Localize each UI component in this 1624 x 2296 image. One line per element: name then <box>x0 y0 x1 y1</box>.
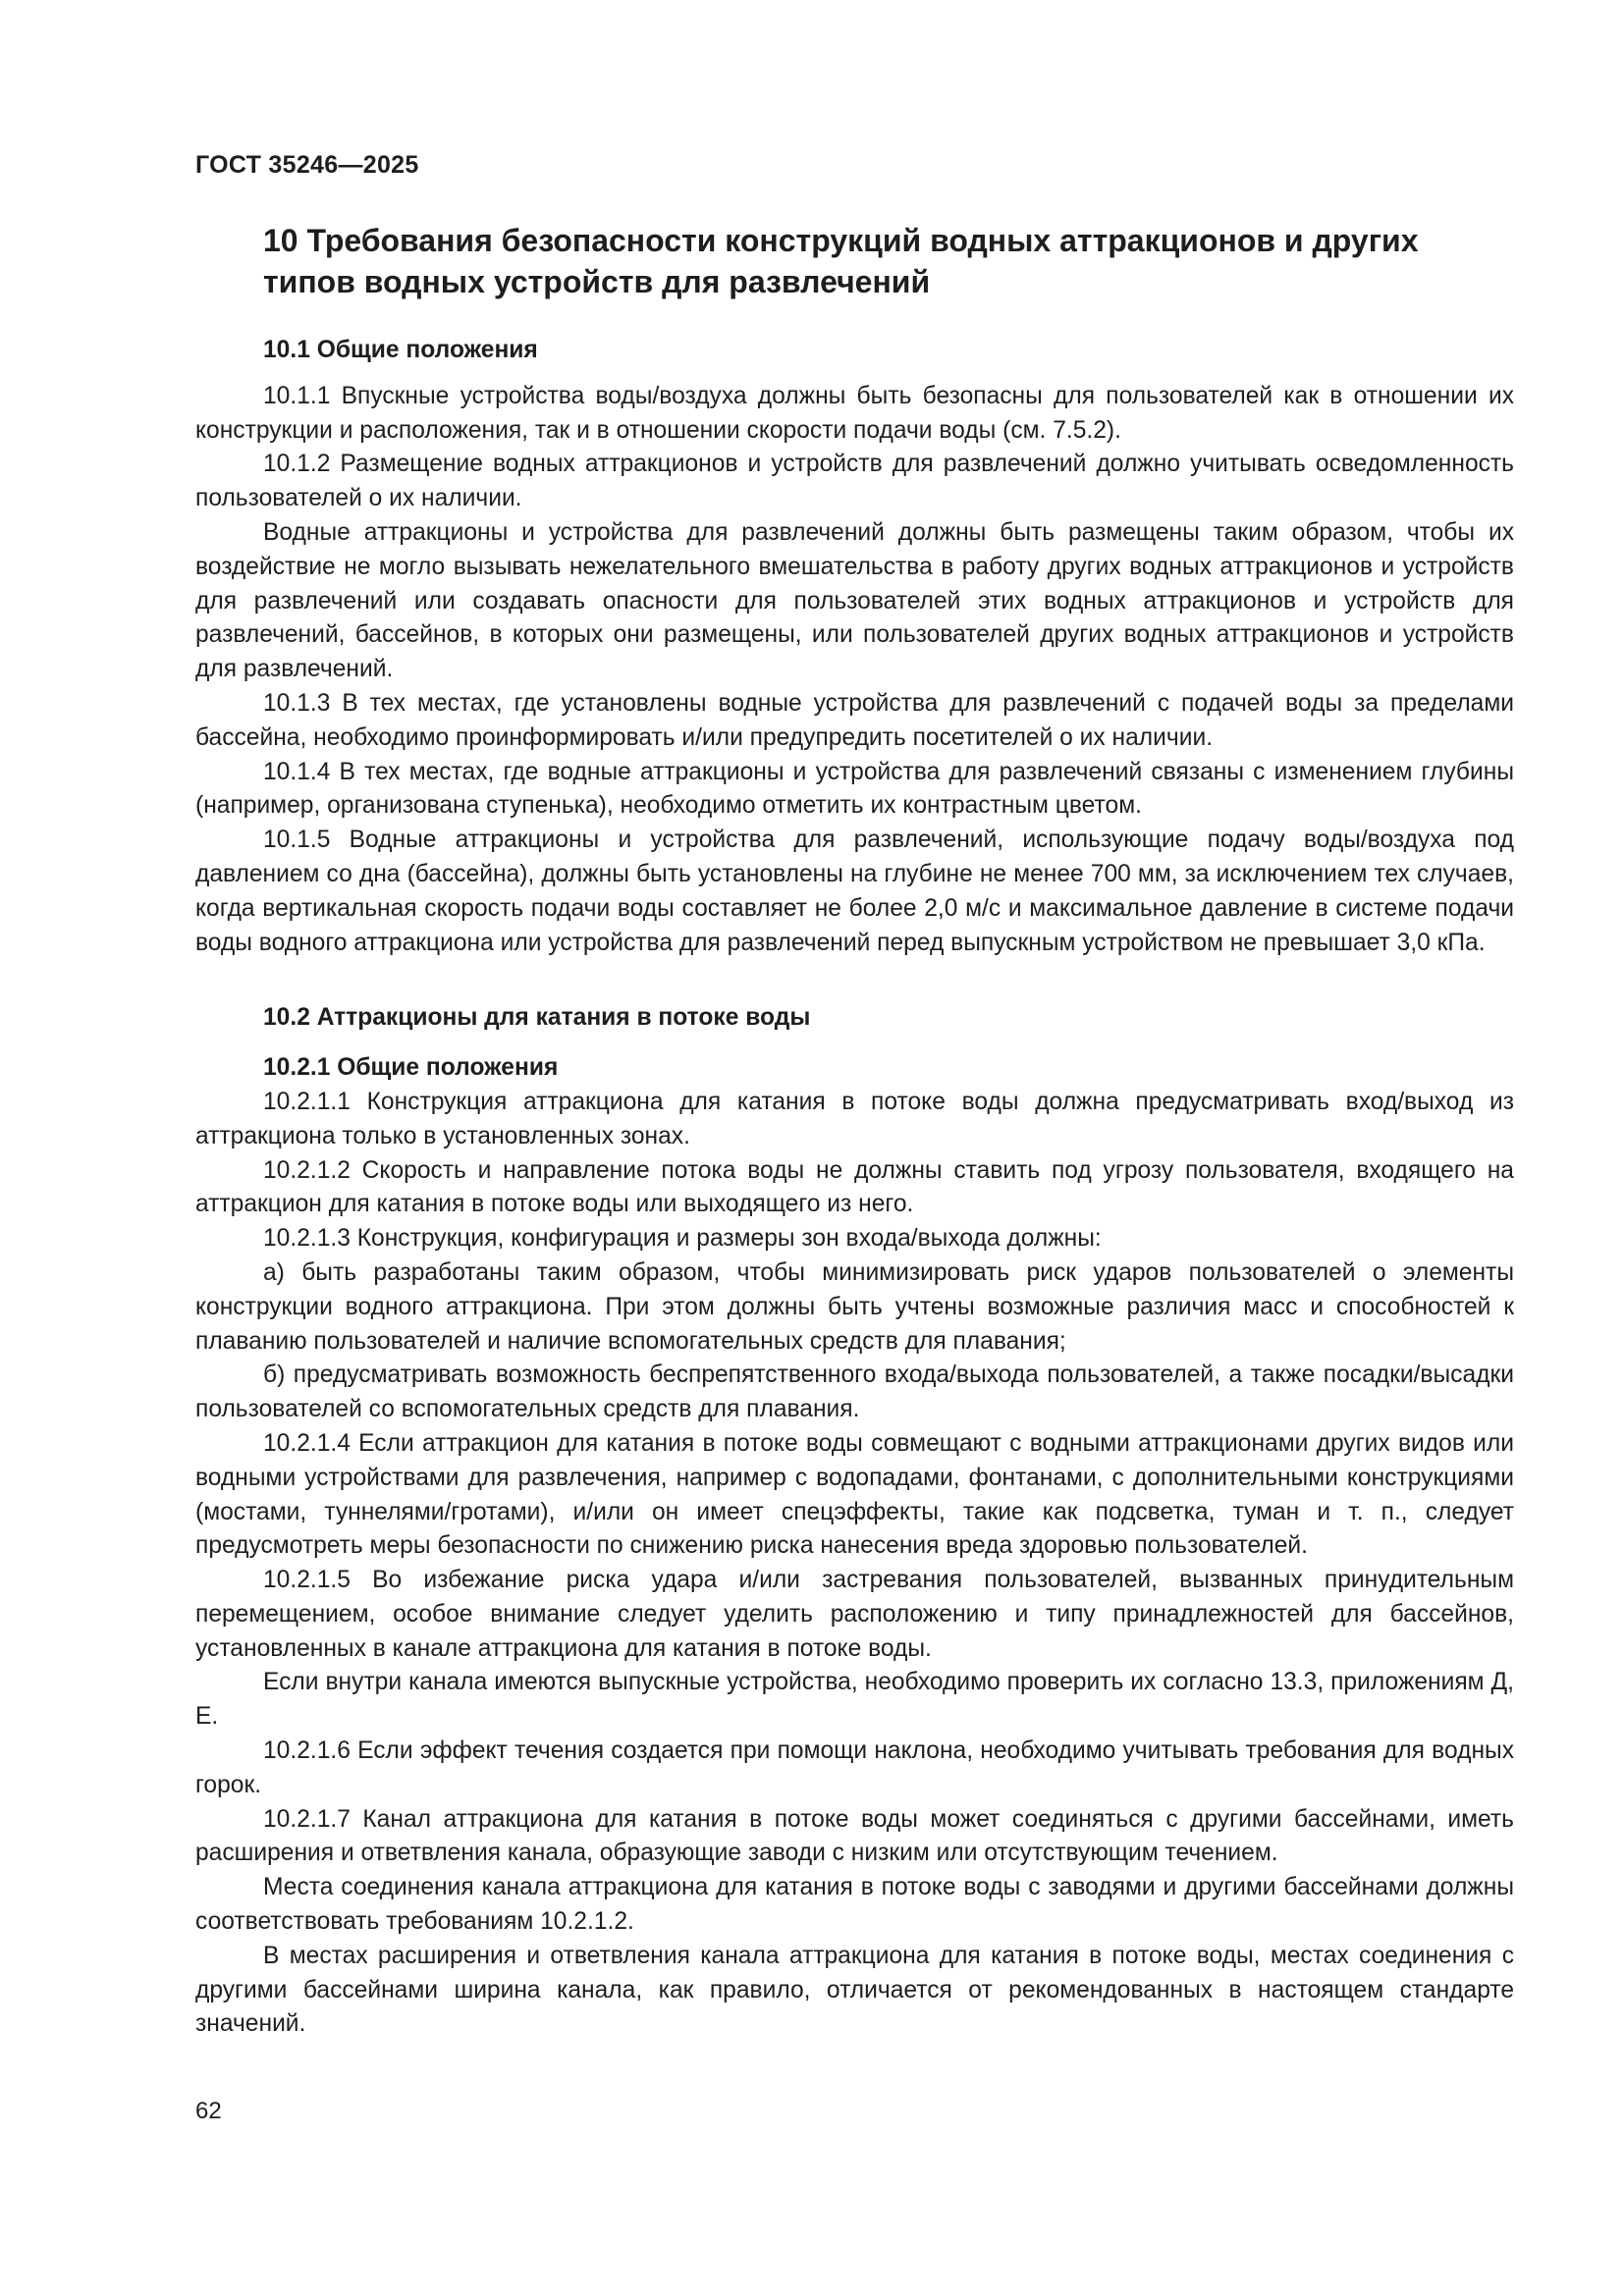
document-body <box>195 220 1514 2042</box>
section-title: 10 Требования безопасности конструкций водных аттракционов и других типов водных устройств для развлечений <box>263 223 1419 299</box>
paragraph: а) быть разработаны таким образом, чтобы минимизировать риск ударов пользователей о элементы конструкции водного аттракциона. При этом должны быть учтены возможные различия масс и способностей к плаванию пользователей и наличие вспомогательных средств для плавания; <box>195 1258 1514 1355</box>
paragraph: Места соединения канала аттракциона для катания в потоке воды с заводями и другими бассейнами должны соответствовать требованиям 10.2.1.2. <box>195 1874 1514 1936</box>
paragraph: 10.1.4 В тех местах, где водные аттракционы и устройства для развлечений связаны с изменением глубины (например, организована ступенька), необходимо отметить их контрастным цветом. <box>195 758 1514 820</box>
paragraph: 10.2.1.4 Если аттракцион для катания в потоке воды совмещают с водными аттракционами других видов или водными устройствами для развлечения, например с водопадами, фонтанами, с дополнительными конструкциями (мостами, туннелями/гротами), и/или он имеет спецэффекты, такие как подсветка, туман и т. п., следует предусмотреть меры безопасности по снижению риска нанесения вреда здоровью пользователей. <box>195 1429 1514 1560</box>
section-heading-10-1: 10.1 Общие положения <box>263 337 538 363</box>
subsection-heading-10-2-1: 10.2.1 Общие положения <box>263 1054 559 1082</box>
paragraph: 10.1.3 В тех местах, где установлены водные устройства для развлечений с подачей воды за пределами бассейна, необходимо проинформировать и/или предупредить посетителей о их наличии. <box>195 689 1514 751</box>
paragraph: 10.2.1.2 Скорость и направление потока воды не должны ставить под угрозу пользователя, входящего на аттракцион для катания в потоке воды или выходящего из него. <box>195 1156 1514 1218</box>
paragraph: 10.2.1.7 Канал аттракциона для катания в потоке воды может соединяться с другими бассейнами, иметь расширения и ответвления канала, образующие заводи с низким или отсутствующим течением. <box>195 1805 1514 1867</box>
paragraph: 10.2.1.5 Во избежание риска удара и/или застревания пользователей, вызванных принудительным перемещением, особое внимание следует уделить расположению и типу принадлежностей для бассейнов, установленных в канале аттракциона для катания в потоке воды. <box>195 1567 1514 1662</box>
paragraph: Если внутри канала имеются выпускные устройства, необходимо проверить их согласно 13.3, приложениям Д, Е. <box>195 1669 1514 1731</box>
paragraph: В местах расширения и ответвления канала аттракциона для катания в потоке воды, местах соединения с другими бассейнами ширина канала, как правило, отличается от рекомендованных в настоящем стандарте значений. <box>195 1942 1514 2038</box>
page-number: 62 <box>195 2098 222 2124</box>
paragraph: 10.2.1.6 Если эффект течения создается при помощи наклона, необходимо учитывать требования для водных горок. <box>195 1737 1514 1798</box>
paragraph: б) предусматривать возможность беспрепятственного входа/выхода пользователей, а также посадки/высадки пользователей со вспомогательных средств для плавания. <box>195 1362 1514 1423</box>
paragraph: 10.1.5 Водные аттракционы и устройства для развлечений, использующие подачу воды/воздуха под давлением со дна (бассейна), должны быть установлены на глубине не менее 700 мм, за исключением тех случаев, когда вертикальная скорость подачи воды составляет не более 2,0 м/с и максимальное давление в системе подачи воды водного аттракциона или устройства для развлечений перед выпускным устройством не превышает 3,0 кПа. <box>195 827 1514 956</box>
paragraph: 10.2.1.1 Конструкция аттракциона для катания в потоке воды должна предусматривать вход/выход из аттракциона только в установленных зонах. <box>195 1088 1514 1149</box>
paragraph: 10.1.2 Размещение водных аттракционов и устройств для развлечений должно учитывать осведомленность пользователей о их наличии. <box>195 451 1514 512</box>
paragraph: 10.1.1 Впускные устройства воды/воздуха должны быть безопасны для пользователей как в отношении их конструкции и расположения, так и в отношении скорости подачи воды (см. 7.5.2). <box>195 382 1514 444</box>
section-heading-10-2: 10.2 Аттракционы для катания в потоке воды <box>263 1004 811 1032</box>
paragraph: Водные аттракционы и устройства для развлечений должны быть размещены таким образом, чтобы их воздействие не могло вызывать нежелательного вмешательства в работу других водных аттракционов и устройств для развлечений или создавать опасности для пользователей этих водных аттракционов и устройств для развлечений, бассейнов, в которых они размещены, или пользователей других водных аттракционов и устройств для развлечений. <box>195 518 1514 683</box>
paragraph: 10.2.1.3 Конструкция, конфигурация и размеры зон входа/выхода должны: <box>263 1225 1102 1253</box>
document-header: ГОСТ 35246—2025 <box>195 151 419 179</box>
